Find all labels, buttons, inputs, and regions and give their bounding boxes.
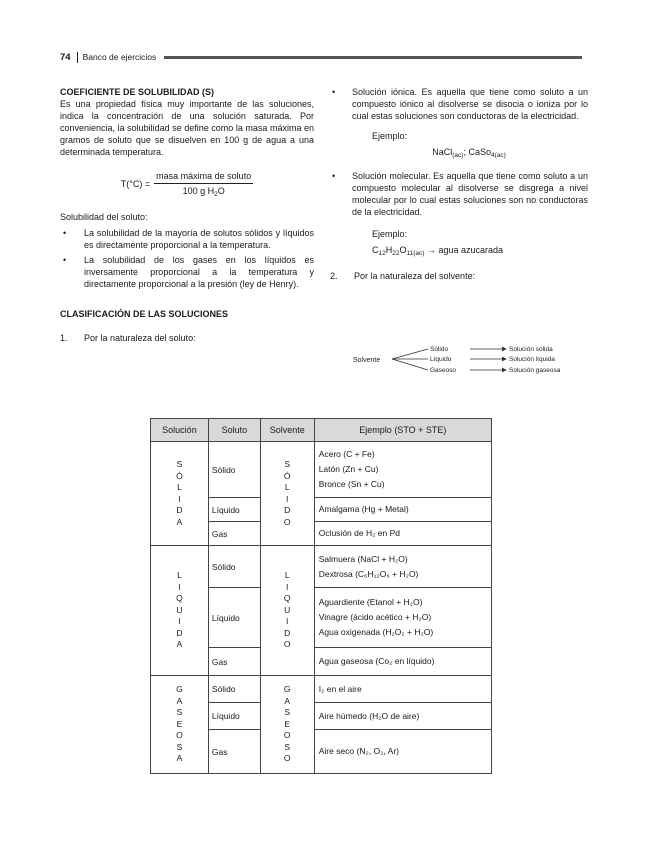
table-header-row	[151, 419, 492, 442]
state-letter: D	[284, 627, 291, 638]
formula-denominator	[183, 184, 225, 197]
state-letter: O	[283, 753, 291, 764]
solvent-state-cell	[260, 442, 314, 546]
item-number: 2.	[330, 271, 338, 281]
solution-state-cell	[151, 442, 209, 546]
example-cell	[314, 546, 491, 588]
state-letter: L	[177, 570, 182, 581]
example-text: Latón (Zn + Cu)	[318, 464, 379, 474]
example-text: Acero (C + Fe)	[318, 449, 375, 459]
state-letter: E	[176, 718, 183, 729]
example-text: Aire húmedo (H₂O de aire)	[318, 710, 420, 721]
table-row	[151, 442, 492, 498]
branch-solid: Sólido	[430, 346, 449, 353]
state-letter: I	[178, 616, 181, 627]
example-cell	[314, 498, 491, 522]
right-column	[330, 86, 588, 282]
example-text: I₂ en el aire	[318, 683, 362, 694]
ionic-solution-text: • Solución iónica. Es aquella que tiene como soluto a un compuesto iónico al disolverse se disocia o ioniza por lo cual estas soluciones son conductoras de la electricidad.	[330, 86, 588, 122]
state-letter: A	[176, 639, 183, 650]
col-header: Soluto	[208, 419, 260, 442]
state-letter: S	[176, 459, 183, 469]
solution-state-cell	[151, 676, 209, 774]
item-number: 1.	[60, 333, 68, 343]
state-letter: I	[286, 581, 289, 592]
item-text: Por la naturaleza del soluto:	[84, 333, 196, 343]
state-letter: I	[286, 616, 289, 627]
solute-cell: Sólido	[208, 442, 260, 498]
branch-liquid: Líquido	[430, 356, 452, 363]
diagram-root: Solvente	[353, 357, 381, 364]
ionic-ex-a-sub: (ac)	[452, 152, 464, 159]
mol-name: agua azucarada	[438, 245, 504, 255]
state-letter: D	[176, 505, 183, 515]
example-text: Vinagre (ácido acético + H₂O)	[318, 612, 432, 622]
state-letter: I	[286, 493, 289, 504]
solute-cell: Líquido	[208, 498, 260, 522]
state-letter: E	[284, 718, 291, 729]
solvent-state-cell	[260, 676, 314, 774]
ionic-ex-a: NaCl	[432, 147, 453, 157]
table-row	[151, 676, 492, 703]
solvent-diagram	[350, 342, 590, 378]
state-letter: S	[284, 707, 291, 718]
ionic-example	[330, 146, 588, 158]
solvent-state-cell	[260, 546, 314, 676]
numbered-item-2	[330, 270, 588, 282]
solute-cell: Gas	[208, 522, 260, 546]
state-letter: S	[284, 459, 291, 469]
coef-title: COEFICIENTE DE SOLUBILIDAD (S)	[60, 87, 215, 97]
state-letter: U	[176, 604, 183, 615]
branch-gas: Gaseoso	[430, 367, 457, 374]
result-solid: Solución sólida	[509, 346, 553, 353]
state-letter: I	[178, 493, 181, 504]
example-text: Oclusión de H₂ en Pd	[318, 528, 400, 538]
col-header: Solvente	[260, 419, 314, 442]
molecular-solution-text: • Solución molecular. Es aquella que tiene como soluto a un compuesto molecular al disolverse se disgrega a nivel molecular por lo cual estas soluciones son no conductoras de la electricidad.	[330, 170, 588, 218]
mol-h-sub: 22	[392, 250, 400, 257]
mol-c: C	[372, 245, 379, 255]
left-column	[60, 86, 314, 344]
state-letter: O	[176, 730, 183, 741]
ionic-ex-b: ; CaSo	[463, 147, 491, 157]
state-letter: D	[176, 627, 183, 638]
state-letter: L	[284, 570, 290, 581]
section-title: Banco de ejercicios	[82, 52, 157, 62]
state-letter: Ó	[176, 470, 183, 481]
example-text: Amalgama (Hg + Metal)	[318, 504, 409, 514]
solute-cell: Gas	[208, 648, 260, 676]
state-letter: S	[284, 741, 291, 752]
solute-cell: Líquido	[208, 703, 260, 730]
reaction-arrow-icon: →	[426, 245, 436, 255]
state-letter: S	[176, 741, 183, 752]
result-gas: Solución gaseosa	[509, 367, 561, 374]
example-cell	[314, 730, 491, 774]
state-letter: Q	[176, 593, 183, 604]
formula-fraction	[154, 170, 253, 197]
state-letter: A	[284, 695, 291, 706]
molecular-example-label: Ejemplo:	[372, 229, 408, 239]
state-letter: O	[283, 516, 291, 527]
state-letter: I	[178, 581, 181, 592]
example-cell	[314, 703, 491, 730]
example-cell	[314, 588, 491, 648]
solute-cell: Sólido	[208, 546, 260, 588]
branch-line	[392, 359, 428, 370]
formula-den-sub: 2	[214, 191, 218, 198]
solute-bullet: • La solubilidad de los gases en los líquidos es inversamente proporcional a la temperatura y directamente proporcional a la presión (ley de Henry).	[60, 254, 314, 290]
state-letter: G	[176, 684, 183, 695]
item-text: Por la naturaleza del solvente:	[354, 271, 476, 281]
state-letter: A	[176, 695, 183, 706]
branch-line	[392, 349, 428, 359]
state-letter: A	[176, 516, 183, 527]
header-rule	[164, 56, 582, 59]
page-number: 74	[60, 51, 71, 63]
solute-cell: Líquido	[208, 588, 260, 648]
state-letter: O	[283, 639, 291, 650]
coef-text: Es una propiedad física muy importante de las soluciones, indica la concentración de una solución saturada. Por conveniencia, la solubilidad se define como la masa máxima en gramos de soluto que se disuelven en 100 g de agua a una determinada temperatura.	[60, 99, 314, 157]
example-text: Agua oxigenada (H₂O₂ + H₂O)	[318, 627, 434, 637]
example-cell	[314, 648, 491, 676]
header-separator	[77, 52, 78, 63]
state-letter: L	[177, 482, 182, 492]
state-letter: L	[284, 482, 290, 492]
example-cell	[314, 522, 491, 546]
solute-cell: Sólido	[208, 676, 260, 703]
state-letter: S	[176, 707, 183, 718]
formula-lhs: T(°C) =	[120, 178, 151, 189]
example-text: Salmuera (NaCl + H₂O)	[318, 553, 408, 564]
mol-h: H	[385, 245, 393, 255]
state-letter: A	[176, 753, 183, 764]
solution-state-cell	[151, 546, 209, 676]
state-letter: D	[284, 505, 291, 515]
mol-o: O	[399, 245, 407, 255]
state-letter: G	[283, 684, 291, 695]
solute-bullets	[60, 227, 314, 290]
solubility-formula	[60, 170, 314, 197]
solute-bullet: • La solubilidad de la mayoría de solutos sólidos y líquidos es directamente proporcional a la temperatura.	[60, 227, 314, 251]
state-letter: U	[284, 604, 291, 615]
table-row	[151, 546, 492, 588]
ionic-ex-b-sub: 4(ac)	[490, 152, 506, 159]
col-header: Solución	[151, 419, 209, 442]
example-text: Aire seco (N₂, O₂, Ar)	[318, 746, 399, 756]
mol-c-sub: 12	[378, 250, 386, 257]
state-letter: Ó	[283, 470, 291, 481]
example-text: Dextrosa (C₆H₁₂O₆ + H₂O)	[318, 568, 419, 579]
example-cell	[314, 676, 491, 703]
classification-title: CLASIFICACIÓN DE LAS SOLUCIONES	[60, 309, 229, 319]
numbered-item-1	[60, 332, 314, 344]
mol-o-sub: 11(ac)	[406, 250, 425, 257]
solute-cell: Gas	[208, 730, 260, 774]
state-letter: Q	[283, 593, 291, 604]
solutions-table	[150, 418, 492, 774]
state-letter: O	[283, 730, 291, 741]
molecular-example	[330, 244, 588, 256]
formula-numerator: masa máxima de soluto	[154, 170, 253, 184]
page-header	[60, 50, 582, 64]
formula-den-o: O	[217, 186, 225, 196]
formula-den-text: 100 g H	[182, 186, 215, 196]
solute-title: Solubilidad del soluto:	[60, 212, 148, 222]
ionic-example-label: Ejemplo:	[372, 131, 408, 141]
col-header: Ejemplo (STO + STE)	[314, 419, 491, 442]
example-cell	[314, 442, 491, 498]
example-text: Agua gaseosa (Co₂ en líquido)	[318, 656, 435, 666]
example-text: Bronce (Sn + Cu)	[318, 479, 385, 489]
result-liquid: Solución líquida	[509, 356, 555, 363]
example-text: Aguardiente (Etanol + H₂O)	[318, 597, 423, 607]
